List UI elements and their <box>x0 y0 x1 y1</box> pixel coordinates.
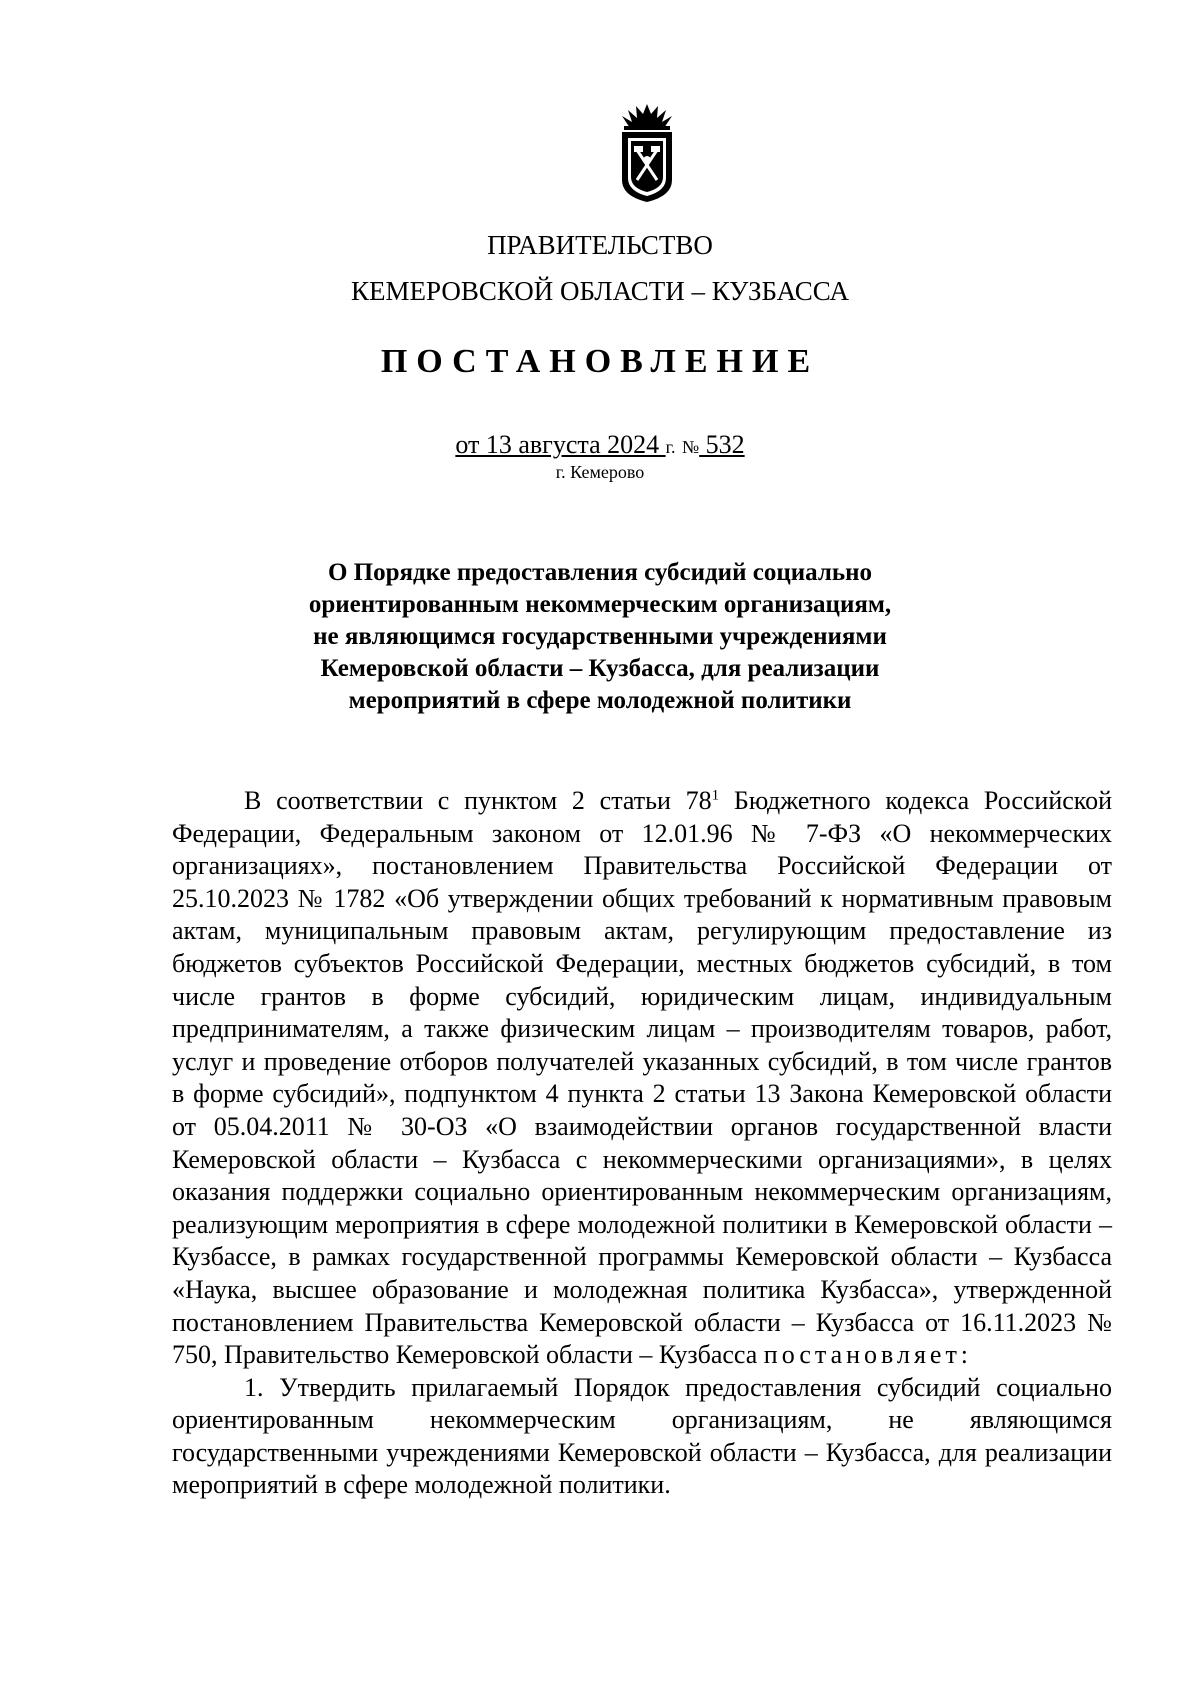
subject-line: О Порядке предоставления субсидий социально <box>327 559 873 586</box>
article-superscript: 1 <box>711 787 720 804</box>
document-number: 532 <box>699 430 745 459</box>
clause-1-paragraph: 1. Утвердить прилагаемый Порядок предоставления субсидий социально ориентированным некоммерческим организациям, не являющимся государственными учреждениями Кемеровской области – Кузбасса, для реализации мероприятий в сфере молодежной политики. <box>172 1372 1112 1500</box>
subject-line: ориентированным некоммерческим организациям, <box>308 591 892 618</box>
subject-line: мероприятий в сфере молодежной политики <box>348 687 852 714</box>
document-subject <box>250 557 950 717</box>
document-body <box>172 785 1112 1502</box>
subject-line: Кемеровской области – Кузбасса, для реализации <box>320 655 880 682</box>
number-sign: № <box>681 437 700 457</box>
document-date: от 13 августа 2024 <box>455 430 666 459</box>
coat-of-arms-emblem <box>612 102 682 204</box>
subject-line: не являющимся государственными учреждениями <box>313 623 887 650</box>
government-heading-line1: ПРАВИТЕЛЬСТВО <box>487 230 713 260</box>
preamble-paragraph <box>172 785 1112 1372</box>
government-heading-line2: КЕМЕРОВСКОЙ ОБЛАСТИ – КУЗБАССА <box>351 276 849 306</box>
document-type-title: ПОСТАНОВЛЕНИЕ <box>380 343 820 380</box>
resolves-word: постановляет: <box>763 1340 973 1370</box>
document-city: г. Кемерово <box>555 462 645 482</box>
date-number-line <box>0 430 1200 462</box>
preamble-text: Бюджетного кодекса Российской Федерации, Федеральным законом от 12.01.96 № 7-ФЗ «О некоммерческих организациях», постановлением Правительства Российской Федерации от 25.10.2023 № 1782 «Об утверждении общих требований к нормативным правовым актам, муниципальным правовым актам, регулирующим предоставление из бюджетов субъектов Российской Федерации, местных бюджетов субсидий, в том числе грантов в форме субсидий, юридическим лицам, индивидуальным предпринимателям, а также физическим лицам – производителям товаров, работ, услуг и проведение отборов получателей указанных субсидий, в том числе грантов в форме субсидий», подпунктом 4 пункта 2 статьи 13 Закона Кемеровской области от 05.04.2011 № 30-ОЗ «О взаимодействии органов государственной власти Кемеровской области – Кузбасса с некоммерческими организациями», в целях оказания поддержки социально ориентированным некоммерческим организациям, реализующим мероприятия в сфере молодежной политики в Кемеровской области – Кузбассе, в рамках государственной программы Кемеровской области – Кузбасса «Наука, высшее образование и молодежная политика Кузбасса», утвержденной постановлением Правительства Кемеровской области – Кузбасса от 16.11.2023 № 750, Правительство Кемеровской области – Кузбасса <box>172 786 1113 1370</box>
year-abbrev: г. <box>665 437 676 457</box>
preamble-text: В соответствии с пунктом 2 статьи 78 <box>244 786 712 815</box>
